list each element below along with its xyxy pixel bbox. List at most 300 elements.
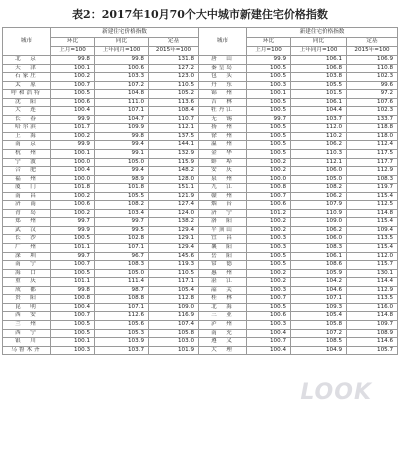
mom-cell: 100.3 xyxy=(247,81,291,90)
city-cell: 锦 州 xyxy=(199,90,247,99)
base-cell: 117.1 xyxy=(149,278,199,287)
city-cell: 杭 州 xyxy=(3,150,51,159)
table-row xyxy=(3,107,398,116)
yoy-cell: 106.1 xyxy=(291,56,347,65)
city-cell: 徐 州 xyxy=(199,132,247,141)
mom-cell: 100.3 xyxy=(247,320,291,329)
mom-cell: 100.4 xyxy=(51,303,95,312)
base-cell: 105.7 xyxy=(347,346,398,355)
yoy-cell: 102.8 xyxy=(95,235,149,244)
yoy-unit-right: 上年同月=100 xyxy=(291,47,347,56)
city-cell: 哈尔滨 xyxy=(3,124,51,133)
yoy-cell: 108.3 xyxy=(95,261,149,270)
mom-cell: 100.3 xyxy=(51,346,95,355)
yoy-cell: 108.5 xyxy=(291,338,347,347)
table-row xyxy=(3,150,398,159)
watermark-logo: LOOK xyxy=(300,380,372,405)
mom-cell: 101.2 xyxy=(247,209,291,218)
yoy-header-left: 同比 xyxy=(95,38,149,47)
base-cell: 133.7 xyxy=(347,115,398,124)
city-cell: 常 德 xyxy=(199,261,247,270)
city-cell: 烟 台 xyxy=(199,201,247,210)
city-cell: 惠 州 xyxy=(199,269,247,278)
table-row xyxy=(3,226,398,235)
mom-cell: 100.5 xyxy=(51,235,95,244)
mom-cell: 100.8 xyxy=(51,295,95,304)
mom-cell: 100.1 xyxy=(51,64,95,73)
mom-cell: 100.2 xyxy=(247,158,291,167)
city-cell: 襄 阳 xyxy=(199,244,247,253)
table-row xyxy=(3,329,398,338)
yoy-cell: 106.2 xyxy=(291,192,347,201)
base-cell: 110.8 xyxy=(347,64,398,73)
city-cell: 大 理 xyxy=(199,346,247,355)
mom-cell: 100.2 xyxy=(51,132,95,141)
yoy-cell: 106.2 xyxy=(291,141,347,150)
base-cell: 106.9 xyxy=(347,56,398,65)
yoy-unit-left: 上年同月=100 xyxy=(95,47,149,56)
yoy-cell: 108.6 xyxy=(291,261,347,270)
city-cell: 唐 山 xyxy=(199,56,247,65)
yoy-cell: 101.8 xyxy=(95,184,149,193)
yoy-cell: 109.9 xyxy=(95,124,149,133)
city-cell: 丹 东 xyxy=(199,81,247,90)
yoy-cell: 99.8 xyxy=(95,132,149,141)
base-cell: 115.9 xyxy=(149,158,199,167)
yoy-cell: 99.4 xyxy=(95,167,149,176)
mom-cell: 100.3 xyxy=(247,244,291,253)
mom-cell: 100.5 xyxy=(247,141,291,150)
table-row xyxy=(3,115,398,124)
yoy-cell: 103.3 xyxy=(95,73,149,82)
mom-cell: 100.5 xyxy=(247,150,291,159)
base-cell: 99.6 xyxy=(347,81,398,90)
yoy-cell: 105.3 xyxy=(95,329,149,338)
city-cell: 蚌 埠 xyxy=(199,158,247,167)
city-cell: 广 州 xyxy=(3,244,51,253)
mom-cell: 100.0 xyxy=(247,175,291,184)
city-cell: 秦皇岛 xyxy=(199,64,247,73)
base-cell: 132.9 xyxy=(149,150,199,159)
base-cell: 112.1 xyxy=(149,124,199,133)
yoy-cell: 106.1 xyxy=(291,252,347,261)
base-cell: 114.8 xyxy=(347,209,398,218)
mom-cell: 99.9 xyxy=(51,141,95,150)
base-cell: 119.3 xyxy=(149,261,199,270)
base-cell: 138.2 xyxy=(149,218,199,227)
mom-header-right: 环比 xyxy=(247,38,291,47)
city-cell: 大 连 xyxy=(3,107,51,116)
yoy-cell: 107.2 xyxy=(95,81,149,90)
base-cell: 130.1 xyxy=(347,269,398,278)
base-cell: 107.4 xyxy=(149,320,199,329)
yoy-cell: 106.0 xyxy=(291,167,347,176)
base-cell: 127.2 xyxy=(149,64,199,73)
table-row xyxy=(3,81,398,90)
yoy-cell: 98.7 xyxy=(95,286,149,295)
mom-cell: 100.7 xyxy=(247,338,291,347)
city-cell: 岳 阳 xyxy=(199,252,247,261)
yoy-cell: 99.5 xyxy=(95,226,149,235)
base-cell: 108.3 xyxy=(347,175,398,184)
base-cell: 116.9 xyxy=(149,312,199,321)
city-cell: 太 原 xyxy=(3,81,51,90)
yoy-cell: 107.1 xyxy=(291,295,347,304)
city-cell: 长 春 xyxy=(3,115,51,124)
yoy-cell: 103.7 xyxy=(291,115,347,124)
mom-cell: 100.2 xyxy=(51,209,95,218)
city-cell: 湛 江 xyxy=(199,278,247,287)
city-cell: 遵 义 xyxy=(199,338,247,347)
yoy-cell: 106.8 xyxy=(291,64,347,73)
city-cell: 泸 州 xyxy=(199,320,247,329)
base-cell: 123.0 xyxy=(149,73,199,82)
yoy-cell: 105.0 xyxy=(291,175,347,184)
yoy-cell: 112.6 xyxy=(95,312,149,321)
city-cell: 西 安 xyxy=(3,312,51,321)
table-row xyxy=(3,295,398,304)
yoy-cell: 111.4 xyxy=(95,278,149,287)
base-cell: 112.5 xyxy=(347,201,398,210)
mom-cell: 100.6 xyxy=(51,201,95,210)
table-row xyxy=(3,209,398,218)
yoy-cell: 105.4 xyxy=(291,312,347,321)
base-cell: 105.2 xyxy=(149,90,199,99)
table-row xyxy=(3,346,398,355)
table-title: 表2：2017年10月70个大中城市新建住宅价格指数 xyxy=(72,8,328,21)
yoy-cell: 104.9 xyxy=(291,346,347,355)
yoy-cell: 107.1 xyxy=(95,107,149,116)
base-cell: 110.5 xyxy=(149,81,199,90)
mom-cell: 100.2 xyxy=(247,278,291,287)
table-row xyxy=(3,218,398,227)
mom-header-left: 环比 xyxy=(51,38,95,47)
table-row xyxy=(3,235,398,244)
yoy-header-right: 同比 xyxy=(291,38,347,47)
city-cell: 天 津 xyxy=(3,64,51,73)
base-cell: 112.8 xyxy=(149,295,199,304)
yoy-cell: 96.7 xyxy=(95,252,149,261)
table-row xyxy=(3,132,398,141)
mom-cell: 100.5 xyxy=(51,329,95,338)
yoy-cell: 108.2 xyxy=(291,184,347,193)
yoy-cell: 105.9 xyxy=(291,269,347,278)
city-cell: 济 南 xyxy=(3,201,51,210)
yoy-cell: 99.7 xyxy=(95,218,149,227)
mom-cell: 99.9 xyxy=(247,56,291,65)
yoy-cell: 105.5 xyxy=(291,81,347,90)
mom-cell: 100.6 xyxy=(247,312,291,321)
yoy-cell: 105.5 xyxy=(95,192,149,201)
city-cell: 成 都 xyxy=(3,286,51,295)
mom-cell: 99.9 xyxy=(51,226,95,235)
city-cell: 北 京 xyxy=(3,56,51,65)
mom-cell: 100.5 xyxy=(51,90,95,99)
mom-cell: 100.4 xyxy=(247,346,291,355)
table-row xyxy=(3,201,398,210)
yoy-cell: 104.6 xyxy=(291,286,347,295)
city-cell: 赣 州 xyxy=(199,192,247,201)
mom-cell: 100.5 xyxy=(247,132,291,141)
price-index-table xyxy=(2,27,398,355)
city-cell: 呼和浩特 xyxy=(3,90,51,99)
mom-cell: 100.4 xyxy=(247,329,291,338)
yoy-cell: 107.9 xyxy=(291,201,347,210)
mom-cell: 100.2 xyxy=(247,218,291,227)
city-cell: 青 岛 xyxy=(3,209,51,218)
yoy-cell: 107.1 xyxy=(95,244,149,253)
mom-cell: 101.1 xyxy=(51,278,95,287)
mom-cell: 100.7 xyxy=(51,261,95,270)
mom-cell: 99.8 xyxy=(51,56,95,65)
base-cell: 105.4 xyxy=(149,286,199,295)
mom-cell: 101.8 xyxy=(51,184,95,193)
mom-cell: 100.4 xyxy=(51,107,95,116)
base-cell: 144.1 xyxy=(149,141,199,150)
base-cell: 118.0 xyxy=(347,132,398,141)
table-row xyxy=(3,192,398,201)
yoy-cell: 107.1 xyxy=(95,303,149,312)
city-cell: 上 海 xyxy=(3,132,51,141)
base-cell: 97.2 xyxy=(347,90,398,99)
mom-cell: 100.1 xyxy=(247,90,291,99)
yoy-cell: 105.0 xyxy=(95,269,149,278)
yoy-cell: 104.2 xyxy=(291,278,347,287)
mom-cell: 100.7 xyxy=(247,192,291,201)
mom-cell: 100.2 xyxy=(247,226,291,235)
yoy-cell: 110.3 xyxy=(291,150,347,159)
city-cell: 桂 林 xyxy=(199,295,247,304)
table-row xyxy=(3,124,398,133)
table-row xyxy=(3,167,398,176)
base-cell: 119.7 xyxy=(347,184,398,193)
city-cell: 郑 州 xyxy=(3,218,51,227)
base-unit-left: 2015年=100 xyxy=(149,47,199,56)
base-cell: 124.0 xyxy=(149,209,199,218)
city-cell: 洛 阳 xyxy=(199,218,247,227)
city-cell: 兰 州 xyxy=(3,320,51,329)
yoy-cell: 108.2 xyxy=(95,201,149,210)
mom-cell: 100.5 xyxy=(247,64,291,73)
base-cell: 109.4 xyxy=(347,226,398,235)
mom-cell: 100.7 xyxy=(51,81,95,90)
city-cell: 安 庆 xyxy=(199,167,247,176)
yoy-cell: 106.2 xyxy=(291,226,347,235)
mom-cell: 100.5 xyxy=(247,303,291,312)
yoy-cell: 112.1 xyxy=(291,158,347,167)
mom-cell: 100.1 xyxy=(51,150,95,159)
yoy-cell: 103.4 xyxy=(95,209,149,218)
city-cell: 牡丹江 xyxy=(199,107,247,116)
yoy-cell: 108.3 xyxy=(291,244,347,253)
base-cell: 117.5 xyxy=(347,150,398,159)
city-cell: 昆 明 xyxy=(3,303,51,312)
mom-cell: 100.2 xyxy=(51,192,95,201)
city-cell: 南 宁 xyxy=(3,261,51,270)
index-group-header-right: 新建住宅价格指数 xyxy=(247,28,398,38)
mom-cell: 100.3 xyxy=(247,235,291,244)
mom-cell: 100.5 xyxy=(247,107,291,116)
base-cell: 115.4 xyxy=(347,244,398,253)
base-cell: 114.4 xyxy=(347,278,398,287)
yoy-cell: 105.0 xyxy=(95,158,149,167)
city-cell: 海 口 xyxy=(3,269,51,278)
base-cell: 102.3 xyxy=(347,73,398,82)
mom-cell: 100.7 xyxy=(247,295,291,304)
yoy-cell: 110.2 xyxy=(291,132,347,141)
mom-cell: 99.8 xyxy=(51,286,95,295)
base-cell: 116.0 xyxy=(347,303,398,312)
mom-cell: 100.5 xyxy=(247,261,291,270)
mom-cell: 100.6 xyxy=(247,201,291,210)
mom-cell: 99.7 xyxy=(51,252,95,261)
city-cell: 九 江 xyxy=(199,184,247,193)
table-row xyxy=(3,338,398,347)
base-cell: 110.7 xyxy=(149,115,199,124)
mom-cell: 100.0 xyxy=(51,175,95,184)
city-cell: 深 圳 xyxy=(3,252,51,261)
yoy-cell: 100.6 xyxy=(95,64,149,73)
yoy-cell: 101.5 xyxy=(291,90,347,99)
mom-cell: 100.1 xyxy=(51,338,95,347)
base-cell: 112.0 xyxy=(347,252,398,261)
base-cell: 128.0 xyxy=(149,175,199,184)
base-cell: 115.4 xyxy=(347,192,398,201)
yoy-cell: 108.8 xyxy=(95,295,149,304)
yoy-cell: 111.0 xyxy=(95,98,149,107)
mom-cell: 101.1 xyxy=(51,244,95,253)
yoy-cell: 104.7 xyxy=(95,115,149,124)
city-cell: 重 庆 xyxy=(3,278,51,287)
table-row xyxy=(3,141,398,150)
base-cell: 102.3 xyxy=(347,107,398,116)
city-cell: 厦 门 xyxy=(3,184,51,193)
base-cell: 112.4 xyxy=(347,141,398,150)
yoy-cell: 106.1 xyxy=(291,98,347,107)
city-cell: 金 华 xyxy=(199,150,247,159)
mom-cell: 100.6 xyxy=(51,98,95,107)
table-row xyxy=(3,320,398,329)
city-cell: 西 宁 xyxy=(3,329,51,338)
city-header-right: 城市 xyxy=(199,28,247,56)
city-cell: 温 州 xyxy=(199,141,247,150)
yoy-cell: 103.7 xyxy=(95,346,149,355)
base-cell: 145.6 xyxy=(149,252,199,261)
base-header-left: 定基 xyxy=(149,38,199,47)
table-row xyxy=(3,98,398,107)
base-cell: 113.5 xyxy=(347,295,398,304)
base-cell: 118.8 xyxy=(347,124,398,133)
city-cell: 宁 波 xyxy=(3,158,51,167)
base-cell: 115.7 xyxy=(347,261,398,270)
yoy-cell: 99.4 xyxy=(95,141,149,150)
mom-cell: 100.2 xyxy=(247,167,291,176)
base-cell: 131.8 xyxy=(149,56,199,65)
table-row xyxy=(3,90,398,99)
mom-cell: 100.5 xyxy=(247,73,291,82)
table-row xyxy=(3,175,398,184)
base-cell: 127.4 xyxy=(149,201,199,210)
city-cell: 南 充 xyxy=(199,329,247,338)
city-cell: 贵 阳 xyxy=(3,295,51,304)
base-cell: 108.9 xyxy=(347,329,398,338)
mom-unit-right: 上月=100 xyxy=(247,47,291,56)
base-cell: 115.4 xyxy=(347,218,398,227)
mom-cell: 99.7 xyxy=(247,115,291,124)
yoy-cell: 103.9 xyxy=(95,338,149,347)
table-row xyxy=(3,261,398,270)
table-row xyxy=(3,56,398,65)
yoy-cell: 107.2 xyxy=(291,329,347,338)
base-header-right: 定基 xyxy=(347,38,398,47)
city-cell: 三 亚 xyxy=(199,312,247,321)
table-row xyxy=(3,158,398,167)
yoy-cell: 109.3 xyxy=(291,303,347,312)
base-cell: 114.6 xyxy=(347,338,398,347)
base-cell: 112.9 xyxy=(347,286,398,295)
city-cell: 南 京 xyxy=(3,141,51,150)
base-cell: 129.4 xyxy=(149,244,199,253)
base-cell: 107.6 xyxy=(347,98,398,107)
city-cell: 沈 阳 xyxy=(3,98,51,107)
city-cell: 济 宁 xyxy=(199,209,247,218)
table-row xyxy=(3,269,398,278)
city-cell: 无 锡 xyxy=(199,115,247,124)
base-cell: 148.2 xyxy=(149,167,199,176)
table-row xyxy=(3,184,398,193)
city-cell: 石家庄 xyxy=(3,73,51,82)
city-cell: 南 昌 xyxy=(3,192,51,201)
city-cell: 宜 昌 xyxy=(199,235,247,244)
base-cell: 108.4 xyxy=(149,107,199,116)
mom-cell: 99.7 xyxy=(51,218,95,227)
city-cell: 吉 林 xyxy=(199,98,247,107)
yoy-cell: 103.8 xyxy=(291,73,347,82)
mom-cell: 99.9 xyxy=(51,115,95,124)
city-cell: 泉 州 xyxy=(199,175,247,184)
base-cell: 137.5 xyxy=(149,132,199,141)
mom-cell: 100.5 xyxy=(51,269,95,278)
base-cell: 114.8 xyxy=(347,312,398,321)
yoy-cell: 98.9 xyxy=(95,175,149,184)
base-cell: 113.6 xyxy=(149,98,199,107)
table-row xyxy=(3,64,398,73)
mom-unit-left: 上月=100 xyxy=(51,47,95,56)
yoy-cell: 105.8 xyxy=(291,320,347,329)
yoy-cell: 106.0 xyxy=(291,235,347,244)
mom-cell: 100.0 xyxy=(51,158,95,167)
mom-cell: 100.3 xyxy=(247,286,291,295)
table-row xyxy=(3,286,398,295)
base-cell: 109.0 xyxy=(149,303,199,312)
city-cell: 平顶山 xyxy=(199,226,247,235)
table-row xyxy=(3,252,398,261)
city-cell: 武 汉 xyxy=(3,226,51,235)
table-row xyxy=(3,303,398,312)
city-cell: 福 州 xyxy=(3,175,51,184)
table-row xyxy=(3,73,398,82)
mom-cell: 100.8 xyxy=(247,184,291,193)
table-row xyxy=(3,244,398,253)
mom-cell: 100.4 xyxy=(51,167,95,176)
city-cell: 银 川 xyxy=(3,338,51,347)
base-unit-right: 2015年=100 xyxy=(347,47,398,56)
base-cell: 117.7 xyxy=(347,158,398,167)
city-header-left: 城市 xyxy=(3,28,51,56)
city-cell: 包 头 xyxy=(199,73,247,82)
base-cell: 110.5 xyxy=(149,269,199,278)
base-cell: 129.4 xyxy=(149,226,199,235)
